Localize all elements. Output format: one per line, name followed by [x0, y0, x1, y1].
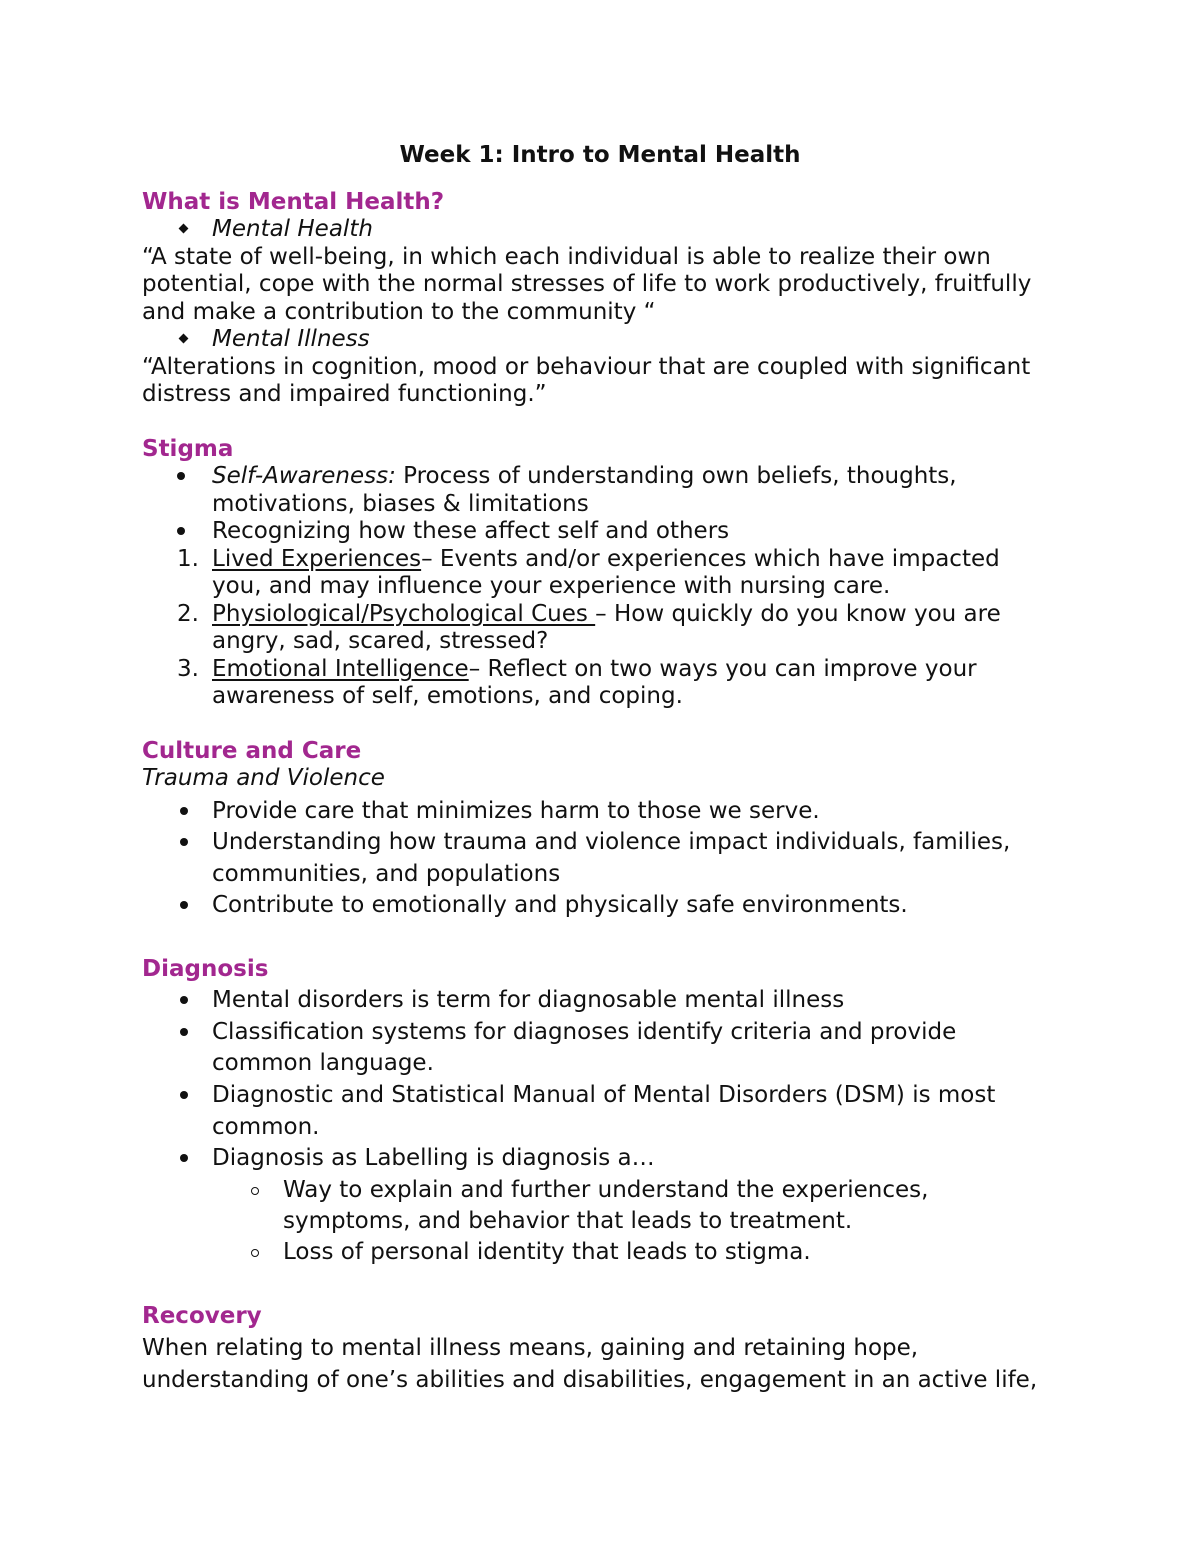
bullet-marker [177, 527, 185, 535]
term-mental-health: Mental Health [212, 216, 373, 242]
culture-bullet: Understanding how trauma and violence impact individuals, families, [212, 829, 1011, 855]
bullet-marker [179, 334, 189, 344]
diagnosis-sub-bullet: Way to explain and further understand the experiences, [283, 1177, 929, 1203]
self-awareness-bullet-cont: motivations, biases & limitations [212, 491, 589, 517]
bullet-marker [180, 1154, 188, 1162]
mental-illness-definition-line: “Alterations in cognition, mood or behaviour that are coupled with significant [142, 354, 1031, 380]
culture-bullet: Provide care that minimizes harm to those we serve. [212, 798, 820, 824]
numbered-item-cont: you, and may influence your experience with nursing care. [212, 573, 891, 599]
lived-experiences-text: – Events and/or experiences which have impacted [421, 546, 1000, 572]
diagnosis-bullet: Mental disorders is term for diagnosable mental illness [212, 987, 845, 1013]
numbered-item-emotional-intelligence [212, 655, 977, 683]
bullet-marker [180, 1091, 188, 1099]
self-awareness-text: Process of understanding own beliefs, thoughts, [395, 463, 957, 489]
section-heading-diagnosis: Diagnosis [142, 956, 269, 982]
culture-bullet-cont: communities, and populations [212, 861, 561, 887]
section-heading-what-is-mental-health: What is Mental Health? [142, 189, 445, 215]
section-heading-stigma: Stigma [142, 436, 234, 462]
bullet-marker [180, 1028, 188, 1036]
numbered-item-cont: angry, sad, scared, stressed? [212, 628, 549, 654]
numbered-item-cues [212, 600, 1001, 628]
cues-term: Physiological/Psychological Cues [212, 601, 596, 627]
bullet-marker [180, 838, 188, 846]
emotional-intelligence-text: – Reflect on two ways you can improve your [468, 656, 977, 682]
diagnosis-bullet: Diagnostic and Statistical Manual of Mental Disorders (DSM) is most [212, 1082, 996, 1108]
list-number: 1. [177, 546, 199, 572]
diagnosis-bullet: Diagnosis as Labelling is diagnosis a… [212, 1145, 655, 1171]
recovery-text-line: understanding of one’s abilities and disabilities, engagement in an active life, [142, 1367, 1038, 1393]
self-awareness-bullet [212, 462, 957, 490]
mental-health-definition-line: potential, cope with the normal stresses of life to work productively, fruitfully [142, 271, 1032, 297]
bullet-marker [177, 472, 185, 480]
list-number: 2. [177, 601, 199, 627]
sub-bullet-marker [251, 1187, 259, 1195]
bullet-marker [180, 807, 188, 815]
sub-bullet-marker [251, 1249, 259, 1257]
section-heading-recovery: Recovery [142, 1303, 262, 1329]
emotional-intelligence-term: Emotional Intelligence [212, 656, 469, 682]
list-number: 3. [177, 656, 199, 682]
numbered-item-cont: awareness of self, emotions, and coping. [212, 683, 683, 709]
document-title: Week 1: Intro to Mental Health [399, 142, 801, 168]
diagnosis-sub-bullet-cont: symptoms, and behavior that leads to treatment. [283, 1208, 853, 1234]
bullet-marker [180, 996, 188, 1004]
self-awareness-term: Self-Awareness: [212, 463, 396, 489]
recovery-text-line: When relating to mental illness means, gaining and retaining hope, [142, 1335, 919, 1361]
bullet-marker [179, 224, 189, 234]
mental-illness-definition-line: distress and impaired functioning.” [142, 381, 547, 407]
diagnosis-bullet-cont: common language. [212, 1050, 434, 1076]
recognizing-bullet: Recognizing how these affect self and others [212, 518, 730, 544]
term-mental-illness: Mental Illness [212, 326, 370, 352]
diagnosis-bullet: Classification systems for diagnoses identify criteria and provide [212, 1019, 957, 1045]
section-heading-culture-and-care: Culture and Care [142, 738, 362, 764]
lived-experiences-term: Lived Experiences [212, 546, 422, 572]
bullet-marker [180, 901, 188, 909]
diagnosis-bullet-cont: common. [212, 1114, 320, 1140]
mental-health-definition-line: “A state of well-being, in which each individual is able to realize their own [142, 244, 991, 270]
numbered-item-lived-experiences [212, 545, 1000, 573]
mental-health-definition-line: and make a contribution to the community “ [142, 299, 656, 325]
cues-text: – How quickly do you know you are [595, 601, 1001, 627]
culture-bullet: Contribute to emotionally and physically safe environments. [212, 892, 908, 918]
subheading-trauma-and-violence: Trauma and Violence [142, 765, 385, 791]
diagnosis-sub-bullet: Loss of personal identity that leads to stigma. [283, 1239, 811, 1265]
